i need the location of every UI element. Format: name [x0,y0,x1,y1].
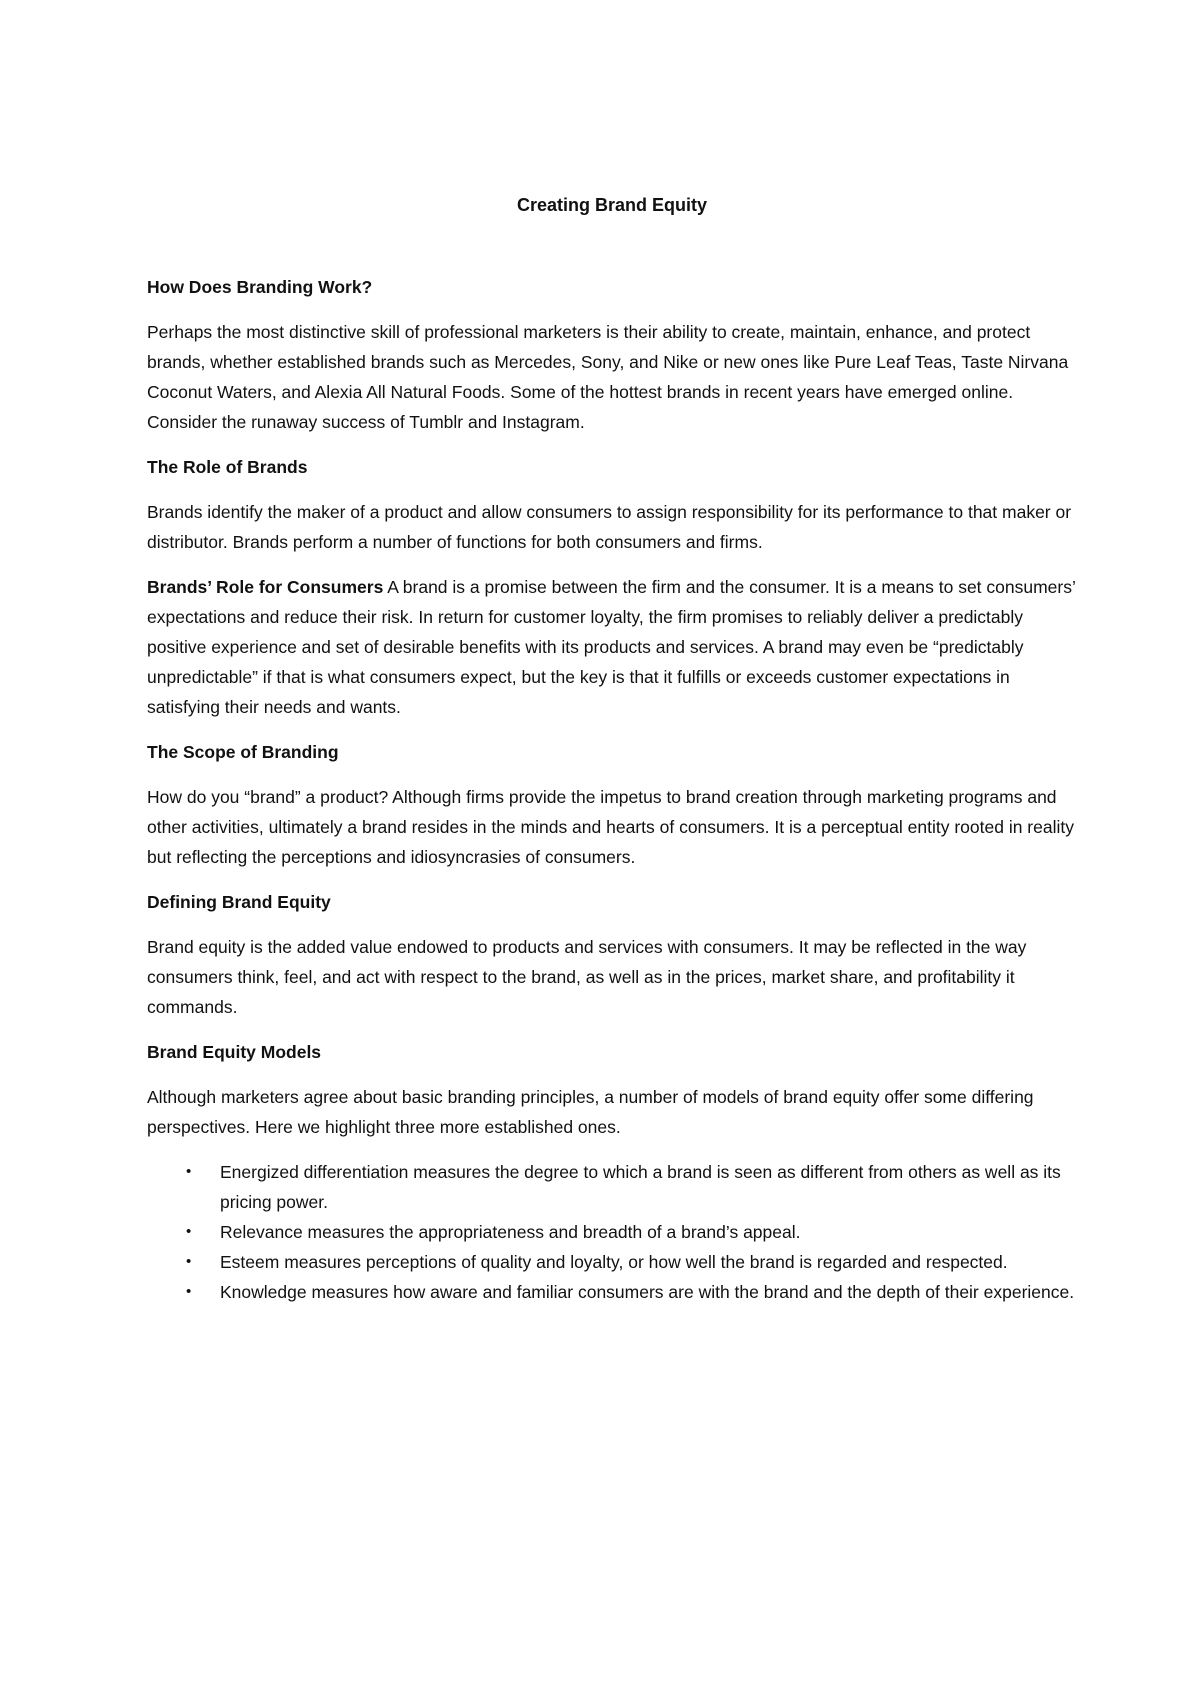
list-item [147,1217,1077,1247]
section-heading-role-of-brands: The Role of Brands [147,457,308,477]
bullet-icon: • [186,1223,192,1240]
section-paragraph-defining-brand-equity: Brand equity is the added value endowed to products and services with consumers. It may be reflected in the way consumers think, feel, and act with respect to the brand, as well as in the prices, market share, and profitability it commands. [147,937,1027,1017]
section-paragraph-role-of-brands: Brands identify the maker of a product and allow consumers to assign responsibility for its performance to that maker or distributor. Brands perform a number of functions for both consumers and firms. [147,502,1072,552]
list-item [147,1157,1077,1217]
list-item-text: Relevance measures the appropriateness and breadth of a brand’s appeal. [220,1222,801,1242]
bullet-icon: • [186,1283,192,1300]
brand-equity-bullet-list [147,1157,1077,1307]
document-content [147,190,1077,1307]
document-title: Creating Brand Equity [516,195,708,215]
section-paragraph-brand-equity-models: Although marketers agree about basic branding principles, a number of models of brand equity offer some differing perspectives. Here we highlight three more established ones. [147,1087,1034,1137]
list-item-text: Energized differentiation measures the degree to which a brand is seen as different from others as well as its pricing power. [220,1162,1061,1212]
bullet-icon: • [186,1163,192,1180]
subsection-paragraph-brands-role-for-consumers [147,572,1077,722]
subsection-lead-brands-role-for-consumers: Brands’ Role for Consumers [147,577,384,597]
section-paragraph-how-does-branding-work: Perhaps the most distinctive skill of professional marketers is their ability to create, maintain, enhance, and protect brands, whether established brands such as Mercedes, Sony, and Nike or new ones like Pure Leaf Teas, Taste Nirvana Coconut Waters, and Alexia All Natural Foods. Some of the hottest brands in recent years have emerged online. Consider the runaway success of Tumblr and Instagram. [147,322,1069,432]
section-paragraph-scope-of-branding: How do you “brand” a product? Although firms provide the impetus to brand creation through marketing programs and other activities, ultimately a brand resides in the minds and hearts of consumers. It is a perceptual entity rooted in reality but reflecting the perceptions and idiosyncrasies of consumers. [147,787,1074,867]
bullet-icon: • [186,1253,192,1270]
list-item [147,1277,1077,1307]
section-heading-how-does-branding-work: How Does Branding Work? [147,277,373,297]
list-item-text: Knowledge measures how aware and familiar consumers are with the brand and the depth of their experience. [220,1282,1075,1302]
section-heading-brand-equity-models: Brand Equity Models [147,1042,322,1062]
section-heading-defining-brand-equity: Defining Brand Equity [147,892,331,912]
list-item [147,1247,1077,1277]
subsection-body-brands-role-for-consumers: A brand is a promise between the firm and the consumer. It is a means to set consumers’ expectations and reduce their risk. In return for customer loyalty, the firm promises to reliably deliver a predictably positive experience and set of desirable benefits with its products and services. A brand may even be “predictably unpredictable” if that is what consumers expect, but the key is that it fulfills or exceeds customer expectations in satisfying their needs and wants. [147,577,1076,717]
section-heading-scope-of-branding: The Scope of Branding [147,742,339,762]
list-item-text: Esteem measures perceptions of quality and loyalty, or how well the brand is regarded and respected. [220,1252,1008,1272]
